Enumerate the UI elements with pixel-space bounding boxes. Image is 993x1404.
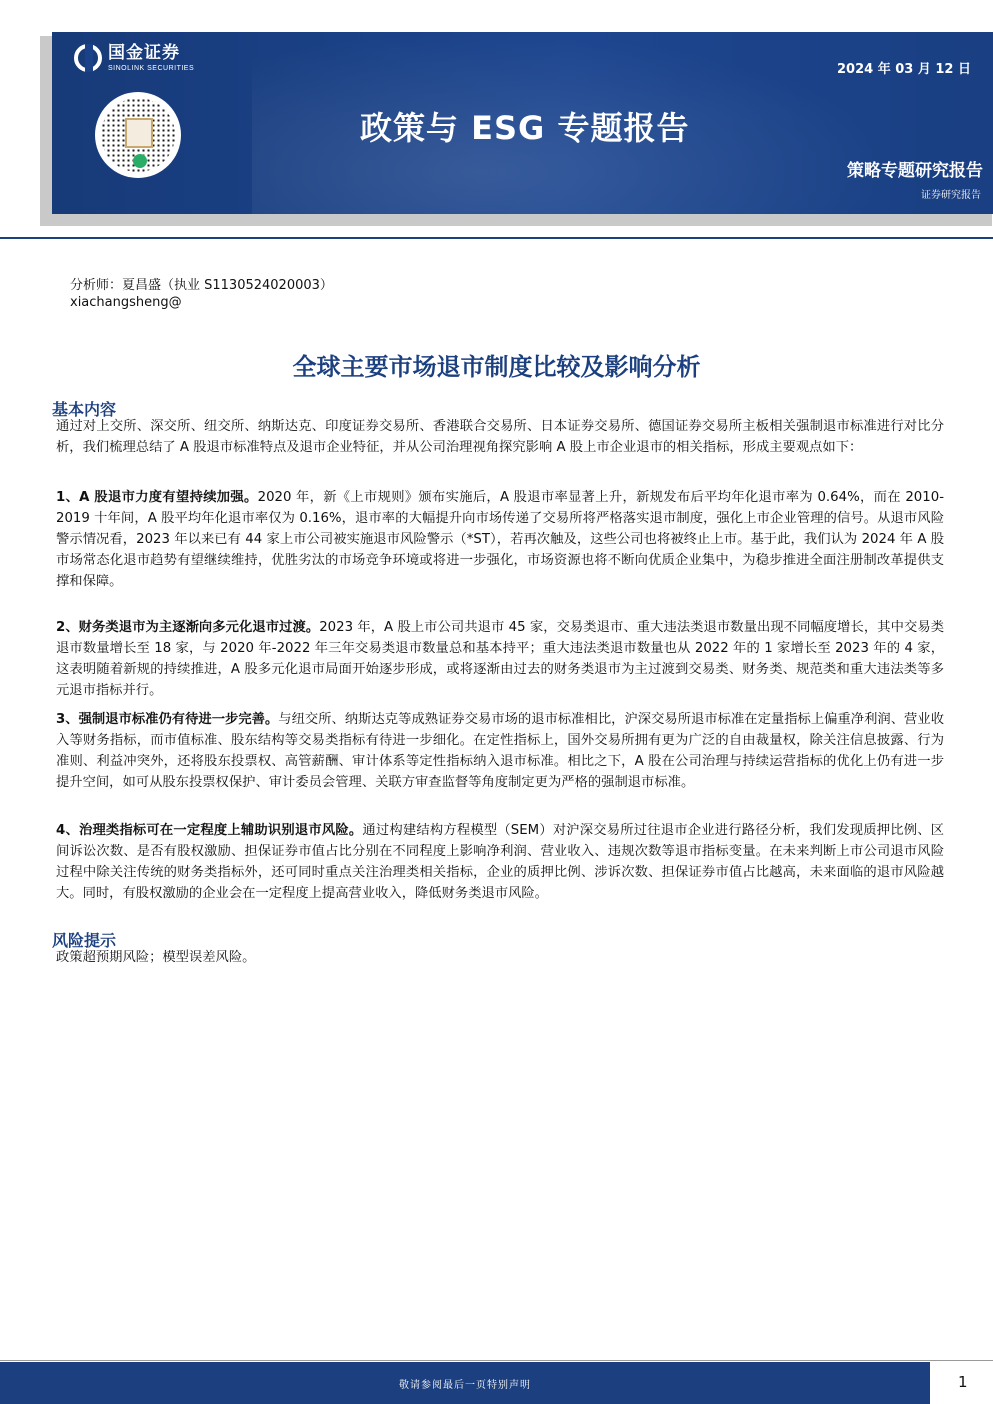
point-1-text: 2020 年，新《上市规则》颁布实施后，A 股退市率显著上升，新规发布后平均年化退市率为 0.64%，而在 2010-2019 十年间，A 股平均年化退市率仅为 0.16%，退市率的大幅提升向市场传递了交易所将严格落实退市制度，强化上市企业管理的信号。从退市风险警示情况看，2023 年以来已有 44 家上市公司被实施退市风险警示（*ST），若再次触及，这些公司也将被终止上市。基于此，我们认为 2024 年 A 股市场常态化退市趋势有望继续维持，优胜劣汰的市场竞争环境或将进一步强化，市场资源也将不断向优质企业集中，为稳步推进全面注册制改革提供支撑和保障。 bbox=[56, 490, 944, 589]
point-3-paragraph bbox=[56, 709, 944, 793]
analyst-info: 分析师：夏昌盛（执业 S1130524020003） bbox=[70, 278, 333, 293]
intro-paragraph: 通过对上交所、深交所、纽交所、纳斯达克、印度证券交易所、香港联合交易所、日本证券交易所、德国证券交易所主板相关强制退市标准进行对比分析，我们梳理总结了 A 股退市标准特点及退市企业特征，并从公司治理视角探究影响 A 股上市企业退市的相关指标，形成主要观点如下： bbox=[56, 419, 944, 455]
report-category: 证券研究报告 bbox=[921, 190, 981, 201]
point-2-heading: 2、财务类退市为主逐渐向多元化退市过渡。 bbox=[56, 620, 320, 635]
point-4-paragraph bbox=[56, 820, 944, 904]
point-3-text: 与纽交所、纳斯达克等成熟证券交易市场的退市标准相比，沪深交易所退市标准在定量指标上偏重净利润、营业收入等财务指标，而市值标准、股东结构等交易类指标有待进一步细化。在定性指标上，国外交易所拥有更为广泛的自由裁量权，除关注信息披露、行为准则、利益冲突外，还将股东投票权、高管薪酬、审计体系等定性指标纳入退市标准。相比之下，A 股在公司治理与持续运营指标的优化上仍有进一步提升空间，如可从股东投票权保护、审计委员会管理、关联方审查监督等角度制定更为严格的强制退市标准。 bbox=[56, 712, 944, 790]
logo-icon bbox=[74, 44, 102, 72]
document-title: 全球主要市场退市制度比较及影响分析 bbox=[292, 353, 701, 381]
analyst-email[interactable]: xiachangsheng@ bbox=[70, 295, 182, 310]
risk-text: 政策超预期风险；模型误差风险。 bbox=[56, 950, 256, 965]
point-4-heading: 4、治理类指标可在一定程度上辅助识别退市风险。 bbox=[56, 823, 363, 838]
page-number: 1 bbox=[958, 1373, 968, 1391]
section-heading-risk: 风险提示 bbox=[52, 931, 117, 950]
point-1-paragraph bbox=[56, 487, 944, 592]
point-2-text: 2023 年，A 股上市公司共退市 45 家，交易类退市、重大违法类退市数量出现不同幅度增长，其中交易类退市数量增长至 18 家，与 2020 年-2022 年三年交易类退市数量总和基本持平；重大违法类退市数量也从 2022 年的 1 家增长至 2023 年的 4 家，这表明随着新规的持续推进，A 股多元化退市局面开始逐步形成，或将逐渐由过去的财务类退市为主过渡到交易类、财务类、规范类和重大违法类等多元退市指标并行。 bbox=[56, 620, 944, 698]
point-4-text: 通过构建结构方程模型（SEM）对沪深交易所过往退市企业进行路径分析，我们发现质押比例、区间诉讼次数、是否有股权激励、担保证券市值占比分别在不同程度上影响净利润、营业收入、违规次数等退市指标变量。在未来判断上市公司退市风险过程中除关注传统的财务类指标外，还可同时重点关注治理类相关指标，企业的质押比例、涉诉次数、担保证券市值占比越高，未来面临的退市风险越大。同时，有股权激励的企业会在一定程度上提高营业收入，降低财务类退市风险。 bbox=[56, 823, 944, 901]
point-3-heading: 3、强制退市标准仍有待进一步完善。 bbox=[56, 712, 279, 727]
section-heading-basic: 基本内容 bbox=[52, 400, 117, 419]
logo-en: SINOLINK SECURITIES bbox=[108, 64, 195, 72]
report-series-title: 政策与 ESG 专题报告 bbox=[360, 109, 690, 147]
logo-cn: 国金证券 bbox=[108, 42, 180, 63]
report-type: 策略专题研究报告 bbox=[847, 161, 983, 181]
qr-code-icon bbox=[95, 92, 181, 178]
header-divider bbox=[0, 237, 993, 239]
company-logo bbox=[74, 44, 194, 72]
point-2-paragraph bbox=[56, 617, 944, 701]
report-date: 2024 年 03 月 12 日 bbox=[837, 62, 971, 77]
footer-disclaimer: 敬请参阅最后一页特别声明 bbox=[399, 1380, 531, 1391]
footer-divider bbox=[0, 1360, 993, 1361]
point-1-heading: 1、A 股退市力度有望持续加强。 bbox=[56, 490, 258, 505]
